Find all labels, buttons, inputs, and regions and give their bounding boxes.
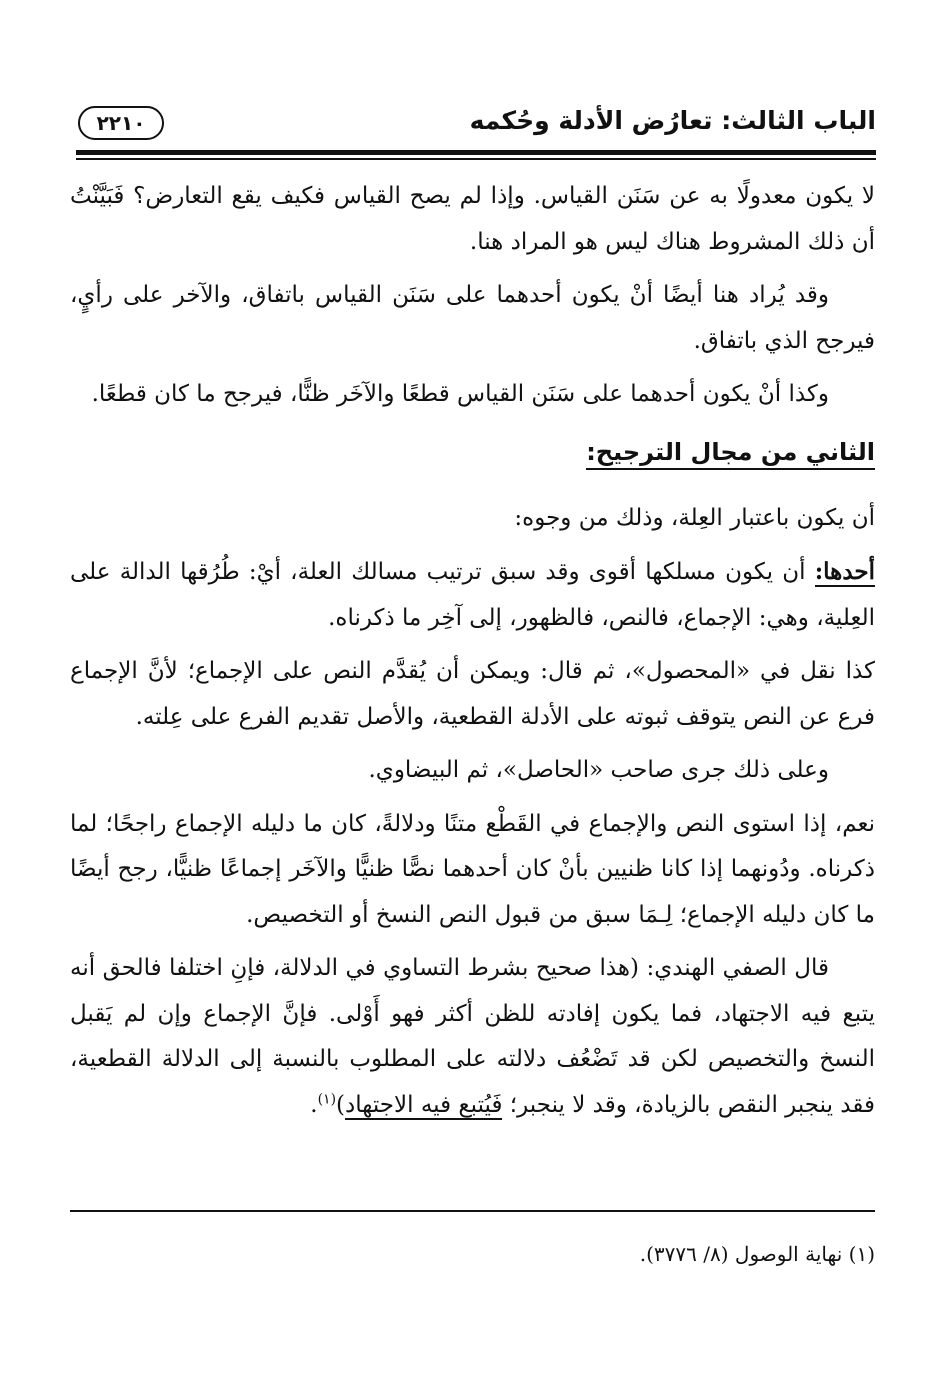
page-header <box>76 100 876 150</box>
paragraph: نعم، إذا استوى النص والإجماع في القَطْع متنًا ودلالةً، كان ما دليله الإجماع راجحًا؛ لما ذكرناه. ودُونهما إذا كانا ظنيين بأنْ كان أحدهما نصًّا ظنيًّا والآخَر إجماعًا ظنيًّا، رجح أيضًا ما كان دليله الإجماع؛ لِـمَا سبق من قبول النص النسخ أو التخصيص. <box>70 810 875 928</box>
lead-term: أحدها: <box>814 558 875 585</box>
paragraph: لا يكون معدولًا به عن سَنَن القياس. وإذا لم يصح القياس فكيف يقع التعارض؟ فَبَيَّنْتُ أن ذلك المشروط هناك ليس هو المراد هنا. <box>70 183 875 255</box>
quote-text: قال الصفي الهندي: (هذا صحيح بشرط التساوي في الدلالة، فإنِ اختلفا فالحق أنه يتبع فيه الاجتهاد، فما يكون إفادته للظن أكثر فهو أَوْلى. فإنَّ الإجماع وإن لم يَقبل النسخ والتخصيص لكن قد تَضْعُف دلالته على المطلوب بالنسبة إلى الدلالة القطعية، فقد ينجبر النقص بالزيادة، وقد لا ينجبر؛ <box>70 955 875 1118</box>
paragraph: وقد يُراد هنا أيضًا أنْ يكون أحدهما على سَنَن القياس باتفاق، والآخر على رأيٍ، فيرجح الذي باتفاق. <box>70 282 875 354</box>
footnote-reference[interactable]: (١) <box>317 1090 337 1107</box>
paragraph <box>70 946 875 1128</box>
quote-close: ) <box>336 1091 346 1118</box>
sentence-end: . <box>310 1091 318 1118</box>
footnote-divider <box>70 1210 875 1212</box>
chapter-title: الباب الثالث: تعارُض الأدلة وحُكمه <box>469 106 876 135</box>
paragraph <box>70 549 875 641</box>
section-heading <box>70 428 875 476</box>
paragraph: وكذا أنْ يكون أحدهما على سَنَن القياس قطعًا والآخَر ظنًّا، فيرجح ما كان قطعًا. <box>91 381 829 407</box>
header-rule-thick <box>76 150 876 155</box>
header-rule-thin <box>76 158 876 160</box>
paragraph: وعلى ذلك جرى صاحب «الحاصل»، ثم البيضاوي. <box>368 757 829 783</box>
paragraph-text: أن يكون مسلكها أقوى وقد سبق ترتيب مسالك العلة، أيْ: طُرُقها الدالة على العِلية، وهي: الإجماع، فالنص، فالظهور، إلى آخِر ما ذكرناه. <box>70 559 875 631</box>
main-text <box>70 174 875 1136</box>
paragraph: أن يكون باعتبار العِلة، وذلك من وجوه: <box>514 504 875 531</box>
page-number-badge: ٢٢١٠ <box>78 106 164 140</box>
underlined-phrase: فَيُتبع فيه الاجتهاد <box>345 1091 503 1118</box>
footnote: (١) نهاية الوصول (٨/ ٣٧٧٦). <box>639 1242 875 1266</box>
paragraph: كذا نقل في «المحصول»، ثم قال: ويمكن أن يُقدَّم النص على الإجماع؛ لأنَّ الإجماع فرع عن النص يتوقف ثبوته على الأدلة القطعية، والأصل تقديم الفرع على عِلته. <box>70 658 875 730</box>
section-heading-text: الثاني من مجال الترجيح: <box>586 438 875 470</box>
